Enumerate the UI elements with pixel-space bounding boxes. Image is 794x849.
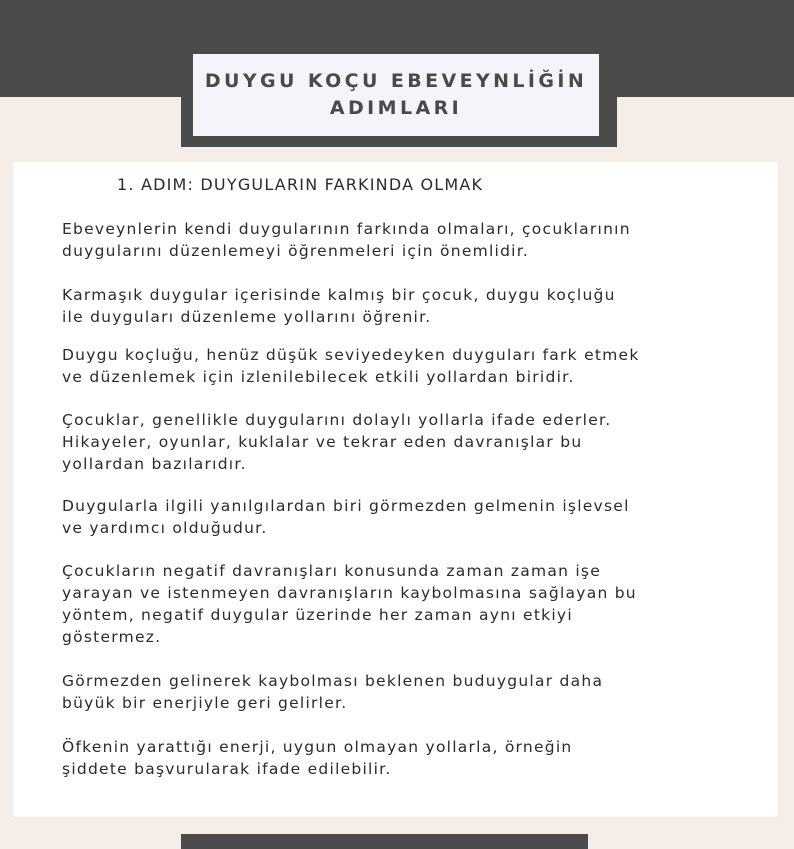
paragraph-line: göstermez. bbox=[62, 628, 162, 646]
paragraph-2 bbox=[62, 284, 616, 328]
paragraph-line: Ebeveynlerin kendi duygularının farkında olmaları, çocuklarının bbox=[62, 220, 631, 238]
content-card bbox=[13, 162, 778, 817]
paragraph-line: yollardan bazılarıdır. bbox=[62, 455, 247, 473]
paragraph-line: ile duyguları düzenleme yollarını öğrenir. bbox=[62, 308, 432, 326]
paragraph-line: Çocukların negatif davranışları konusunda zaman zaman işe bbox=[62, 562, 601, 580]
paragraph-line: yöntem, negatif duygular üzerinde her zaman aynı etkiyi bbox=[62, 606, 573, 624]
paragraph-8 bbox=[62, 736, 573, 780]
title-box bbox=[193, 54, 599, 136]
paragraph-line: Hikayeler, oyunlar, kuklalar ve tekrar eden davranışlar bu bbox=[62, 433, 583, 451]
paragraph-5 bbox=[62, 495, 630, 539]
page-title-line-1: DUYGU KOÇU EBEVEYNLİĞİN bbox=[204, 70, 588, 92]
paragraph-line: duygularını düzenlemeyi öğrenmeleri için önemlidir. bbox=[62, 242, 530, 260]
paragraph-line: şiddete başvurularak ifade edilebilir. bbox=[62, 760, 392, 778]
footer-bar bbox=[181, 834, 588, 849]
paragraph-line: Duygu koçluğu, henüz düşük seviyedeyken duyguları fark etmek bbox=[62, 346, 640, 364]
paragraph-7 bbox=[62, 670, 603, 714]
paragraph-4 bbox=[62, 409, 611, 475]
paragraph-line: Öfkenin yarattığı enerji, uygun olmayan yollarla, örneğin bbox=[62, 738, 573, 756]
paragraph-1 bbox=[62, 218, 631, 262]
paragraph-6 bbox=[62, 560, 637, 648]
page-title-line-2: ADIMLARI bbox=[329, 97, 463, 119]
paragraph-line: Duygularla ilgili yanılgılardan biri görmezden gelmenin işlevsel bbox=[62, 497, 630, 515]
paragraph-line: ve yardımcı olduğudur. bbox=[62, 519, 268, 537]
paragraph-line: yarayan ve istenmeyen davranışların kaybolmasına sağlayan bu bbox=[62, 584, 637, 602]
paragraph-line: Karmaşık duygular içerisinde kalmış bir çocuk, duygu koçluğu bbox=[62, 286, 616, 304]
paragraph-line: Çocuklar, genellikle duygularını dolaylı yollarla ifade ederler. bbox=[62, 411, 612, 429]
paragraph-line: ve düzenlemek için izlenilebilecek etkili yollardan biridir. bbox=[62, 368, 575, 386]
paragraph-line: Görmezden gelinerek kaybolması beklenen buduygular daha bbox=[62, 672, 604, 690]
paragraph-line: büyük bir enerjiyle geri gelirler. bbox=[62, 694, 348, 712]
step-heading: 1. ADIM: DUYGULARIN FARKINDA OLMAK bbox=[117, 175, 484, 194]
paragraph-3 bbox=[62, 344, 640, 388]
